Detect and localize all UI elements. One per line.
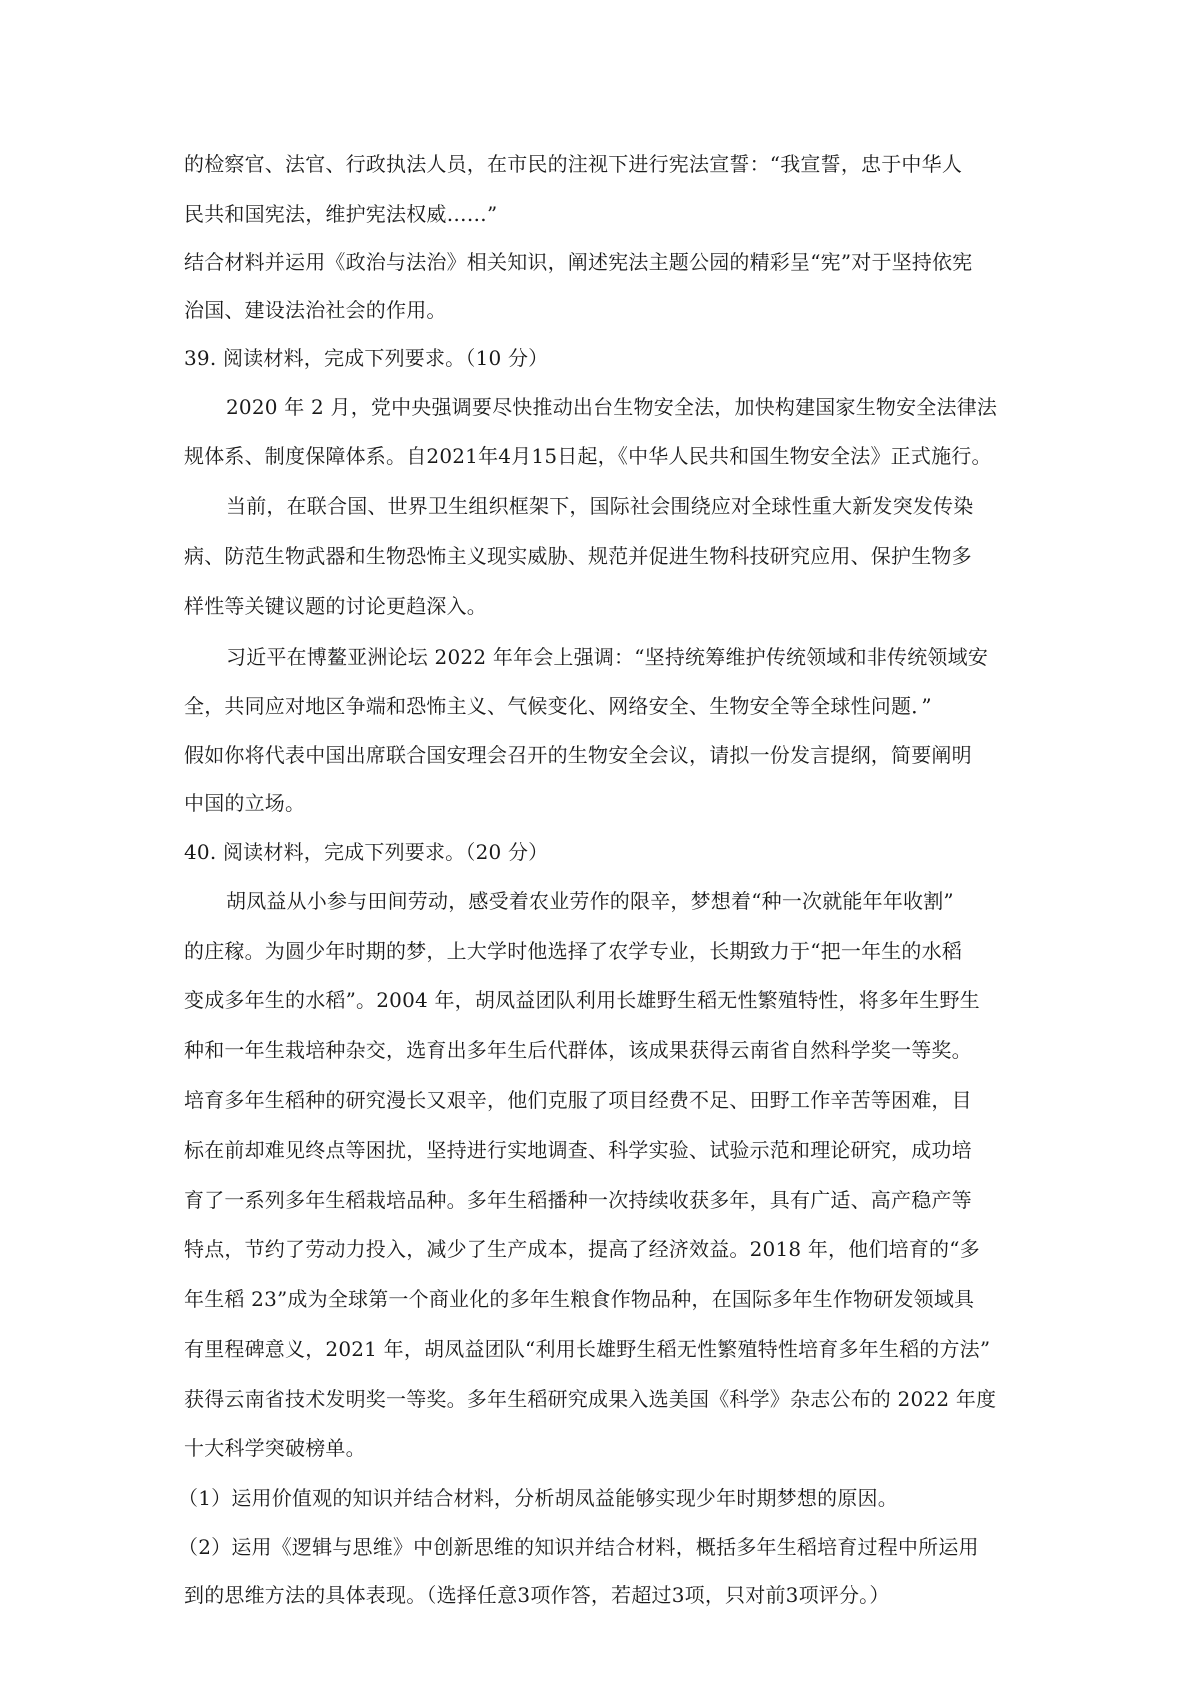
- text-line: 有里程碑意义，2021 年，胡凤益团队“利用长雄野生稻无性繁殖特性培育多年生稻的方法”: [184, 1337, 991, 1361]
- text-line: 民共和国宪法，维护宪法权威……”: [184, 202, 498, 226]
- text-line: 培育多年生稻种的研究漫长又艰辛，他们克服了项目经费不足、田野工作辛苦等困难，目: [184, 1088, 972, 1112]
- text-line: 标在前却难见终点等困扰，坚持进行实地调查、科学实验、试验示范和理论研究，成功培: [184, 1138, 972, 1162]
- text-line: 全，共同应对地区争端和恐怖主义、气候变化、网络安全、生物安全等全球性问题．”: [184, 694, 932, 718]
- text-line: 治国、建设法治社会的作用。: [184, 298, 447, 322]
- text-line: 的庄稼。为圆少年时期的梦，上大学时他选择了农学专业，长期致力于“把一年生的水稻: [184, 939, 963, 963]
- text-line: 习近平在博鳌亚洲论坛 2022 年年会上强调：“坚持统筹维护传统领域和非传统领域安: [226, 645, 989, 669]
- text-line: 种和一年生栽培种杂交，选育出多年生后代群体，该成果获得云南省自然科学奖一等奖。: [184, 1038, 972, 1062]
- text-line: 变成多年生的水稻”。2004 年，胡凤益团队利用长雄野生稻无性繁殖特性，将多年生野生: [184, 988, 980, 1012]
- text-line: 胡凤益从小参与田间劳动，感受着农业劳作的限辛，梦想着“种一次就能年年收割”: [226, 889, 954, 913]
- sub-question-1: （1）运用价值观的知识并结合材料，分析胡凤益能够实现少年时期梦想的原因。: [178, 1486, 898, 1510]
- text-line: 获得云南省技术发明奖一等奖。多年生稻研究成果入选美国《科学》杂志公布的 2022 年度: [184, 1387, 997, 1411]
- text-line: 假如你将代表中国出席联合国安理会召开的生物安全会议，请拟一份发言提纲，简要阐明: [184, 743, 972, 767]
- text-line: 样性等关键议题的讨论更趋深入。: [184, 594, 487, 618]
- question-40-heading: 40. 阅读材料，完成下列要求。（20 分）: [184, 840, 549, 864]
- question-39-heading: 39. 阅读材料，完成下列要求。（10 分）: [184, 346, 549, 370]
- text-line: 的检察官、法官、行政执法人员，在市民的注视下进行宪法宣誓：“我宣誓，忠于中华人: [184, 152, 963, 176]
- text-line: 规体系、制度保障体系。自2021年4月15日起，《中华人民共和国生物安全法》正式施行。: [184, 444, 992, 468]
- text-line: 到的思维方法的具体表现。（选择任意3项作答，若超过3项，只对前3项评分。）: [184, 1583, 890, 1607]
- text-line: 十大科学突破榜单。: [184, 1436, 366, 1460]
- text-line: 年生稻 23”成为全球第一个商业化的多年生粮食作物品种，在国际多年生作物研发领域具: [184, 1287, 975, 1311]
- text-line: 2020 年 2 月，党中央强调要尽快推动出台生物安全法，加快构建国家生物安全法律法: [226, 395, 998, 419]
- text-line: 中国的立场。: [184, 791, 306, 815]
- text-line: 当前，在联合国、世界卫生组织框架下，国际社会围绕应对全球性重大新发突发传染: [226, 494, 974, 518]
- text-line: 特点，节约了劳动力投入，减少了生产成本，提高了经济效益。2018 年，他们培育的“多: [184, 1237, 980, 1261]
- text-line: 结合材料并运用《政治与法治》相关知识，阐述宪法主题公园的精彩呈“宪”对于坚持依宪: [184, 250, 973, 274]
- text-line: 育了一系列多年生稻栽培品种。多年生稻播种一次持续收获多年，具有广适、高产稳产等: [184, 1188, 972, 1212]
- text-line: 病、防范生物武器和生物恐怖主义现实威胁、规范并促进生物科技研究应用、保护生物多: [184, 544, 972, 568]
- sub-question-2: （2）运用《逻辑与思维》中创新思维的知识并结合材料，概括多年生稻培育过程中所运用: [178, 1535, 979, 1559]
